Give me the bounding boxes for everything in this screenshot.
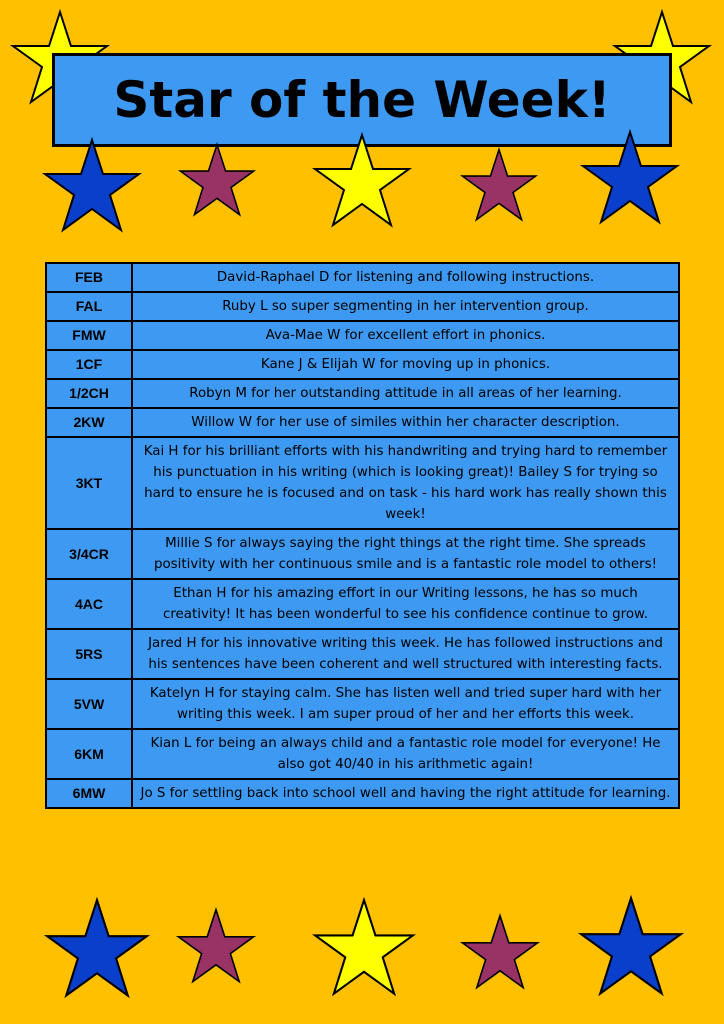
- star-icon: [312, 898, 416, 1002]
- table-row: [46, 629, 679, 679]
- table-row: [46, 408, 679, 437]
- star-icon: [176, 908, 256, 988]
- class-cell: 5RS: [46, 629, 132, 679]
- star-icon: [460, 914, 540, 994]
- award-cell: David-Raphael D for listening and following instructions.: [132, 263, 679, 292]
- award-cell: Kai H for his brilliant efforts with his handwriting and trying hard to remember his punctuation in his writing (which is looking great)! Bailey S for trying so hard to ensure he is focused and on task - his hard work has really shown this week!: [132, 437, 679, 529]
- award-cell: Katelyn H for staying calm. She has listen well and tried super hard with her writing this week. I am super proud of her and her efforts this week.: [132, 679, 679, 729]
- award-cell: Robyn M for her outstanding attitude in all areas of her learning.: [132, 379, 679, 408]
- class-cell: FAL: [46, 292, 132, 321]
- class-cell: 3/4CR: [46, 529, 132, 579]
- award-cell: Ethan H for his amazing effort in our Writing lessons, he has so much creativity! It has been wonderful to see his confidence continue to grow.: [132, 579, 679, 629]
- award-cell: Kian L for being an always child and a fantastic role model for everyone! He also got 40/40 in his arithmetic again!: [132, 729, 679, 779]
- table-row: [46, 679, 679, 729]
- class-cell: 3KT: [46, 437, 132, 529]
- table-row: [46, 729, 679, 779]
- award-cell: Millie S for always saying the right things at the right time. She spreads positivity with her continuous smile and is a fantastic role model to others!: [132, 529, 679, 579]
- class-cell: 6KM: [46, 729, 132, 779]
- page-title: Star of the Week!: [113, 71, 611, 129]
- title-banner: [52, 53, 672, 147]
- class-cell: 1/2CH: [46, 379, 132, 408]
- star-icon: [42, 138, 142, 238]
- award-cell: Jared H for his innovative writing this week. He has followed instructions and his sentences have been coherent and well structured with interesting facts.: [132, 629, 679, 679]
- award-cell: Jo S for settling back into school well and having the right attitude for learning.: [132, 779, 679, 808]
- star-icon: [312, 133, 412, 233]
- star-icon: [178, 143, 256, 221]
- table-row: [46, 292, 679, 321]
- award-cell: Ruby L so super segmenting in her intervention group.: [132, 292, 679, 321]
- table-row: [46, 437, 679, 529]
- table-row: [46, 579, 679, 629]
- table-row: [46, 779, 679, 808]
- class-cell: FMW: [46, 321, 132, 350]
- award-cell: Kane J & Elijah W for moving up in phonics.: [132, 350, 679, 379]
- table-row: [46, 321, 679, 350]
- table-row: [46, 263, 679, 292]
- class-cell: 2KW: [46, 408, 132, 437]
- class-cell: 6MW: [46, 779, 132, 808]
- award-cell: Ava-Mae W for excellent effort in phonics.: [132, 321, 679, 350]
- table-row: [46, 379, 679, 408]
- table-row: [46, 529, 679, 579]
- star-icon: [460, 148, 538, 226]
- awards-table: [45, 262, 680, 809]
- class-cell: FEB: [46, 263, 132, 292]
- award-cell: Willow W for her use of similes within her character description.: [132, 408, 679, 437]
- star-icon: [44, 898, 150, 1004]
- star-icon: [578, 896, 684, 1002]
- class-cell: 1CF: [46, 350, 132, 379]
- class-cell: 4AC: [46, 579, 132, 629]
- class-cell: 5VW: [46, 679, 132, 729]
- table-row: [46, 350, 679, 379]
